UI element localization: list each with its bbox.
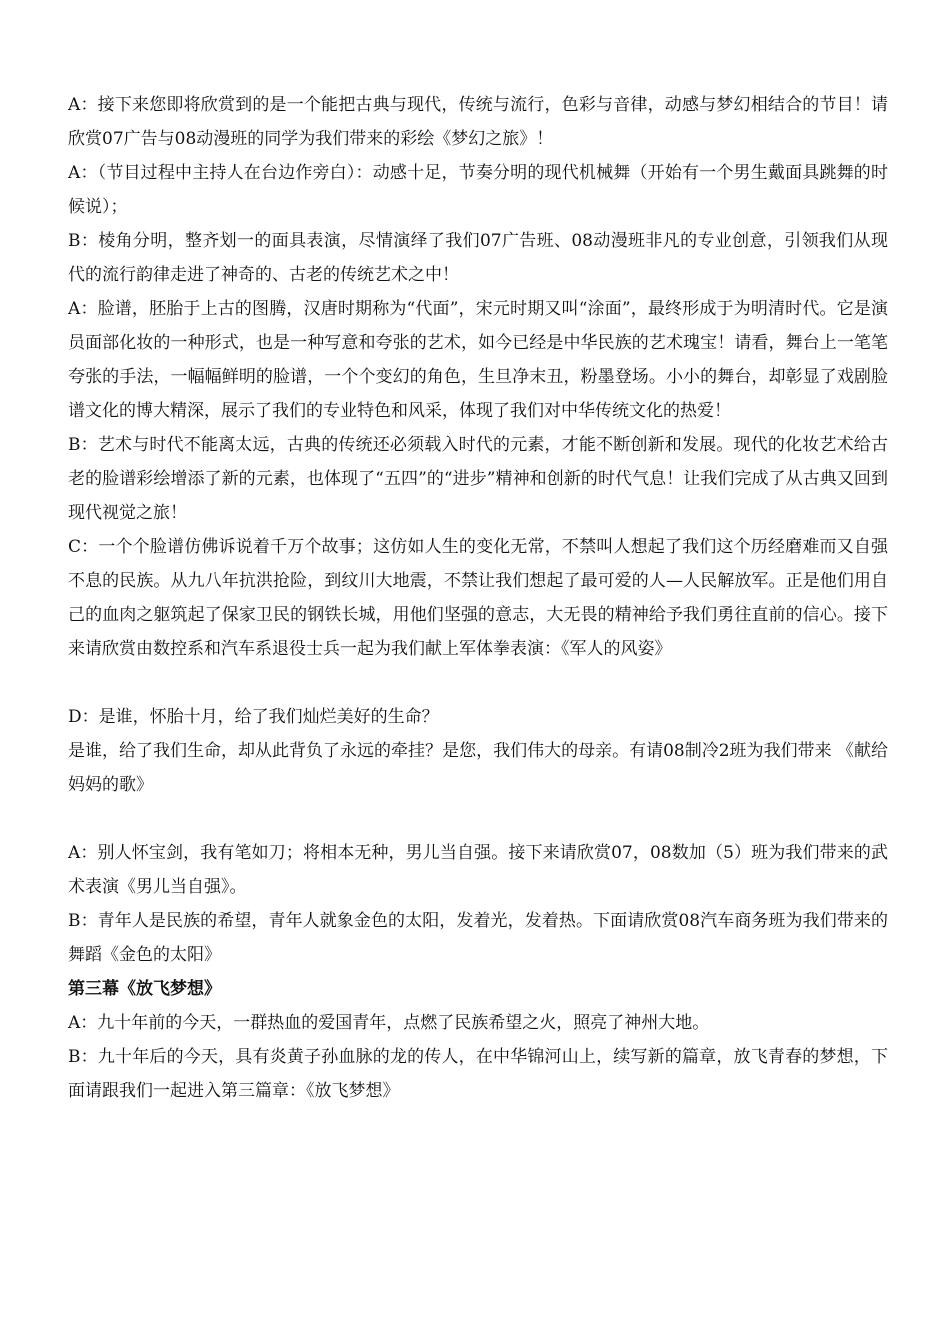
document-page — [68, 88, 888, 1108]
paragraph-facial-makeup: A：脸谱，胚胎于上古的图腾，汉唐时期称为“代面”，宋元时期又叫“涂面”，最终形成于为明清时代。它是演员面部化妆的一种形式，也是一种写意和夸张的艺术，如今已经是中华民族的艺术瑰宝！请看，舞台上一笔笔夸张的手法，一幅幅鲜明的脸谱，一个个变幻的角色，生旦净末丑，粉墨登场。小小的舞台，却彰显了戏剧脸谱文化的博大精深，展示了我们的专业特色和风采，体现了我们对中华传统文化的热爱！ — [68, 299, 888, 421]
paragraph-mother-question: D：是谁，怀胎十月，给了我们灿烂美好的生命？ — [68, 707, 439, 727]
section-heading: 第三幕《放飞梦想》 — [68, 979, 221, 999]
blank-line — [68, 666, 888, 700]
paragraph-ninety-years-ago: A：九十年前的今天，一群热血的爱国青年，点燃了民族希望之火，照亮了神州大地。 — [68, 1013, 710, 1033]
paragraph-soldier-spirit: C：一个个脸谱仿佛诉说着千万个故事；这仿如人生的变化无常，不禁叫人想起了我们这个历经磨难而又自强不息的民族。从九八年抗洪抢险，到纹川大地震，不禁让我们想起了最可爱的人—人民解放军。正是他们用自己的血肉之躯筑起了保家卫民的钢铁长城，用他们坚强的意志，大无畏的精神给予我们勇往直前的信心。接下来请欣赏由数控系和汽车系退役士兵一起为我们献上军体拳表演：《军人的风姿》 — [68, 537, 888, 659]
paragraph-golden-sun: B：青年人是民族的希望，青年人就象金色的太阳，发着光，发着热。下面请欣赏08汽车商务班为我们带来的舞蹈《金色的太阳》 — [68, 911, 888, 965]
paragraph-martial-arts: A：别人怀宝剑，我有笔如刀；将相本无种，男儿当自强。接下来请欣赏07，08数加（5）班为我们带来的武术表演《男儿当自强》。 — [68, 843, 888, 897]
paragraph-mask-performance: B：棱角分明，整齐划一的面具表演，尽情演绎了我们07广告班、08动漫班非凡的专业创意，引领我们从现代的流行韵律走进了神奇的、古老的传统艺术之中！ — [68, 231, 888, 285]
paragraph-ninety-years-later: B：九十年后的今天，具有炎黄子孙血脉的龙的传人，在中华锦河山上，续写新的篇章，放飞青春的梦想，下面请跟我们一起进入第三篇章：《放飞梦想》 — [68, 1047, 888, 1101]
paragraph-mother-song: 是谁，给了我们生命，却从此背负了永远的牵挂？是您，我们伟大的母亲。有请08制冷2班为我们带来 《献给妈妈的歌》 — [68, 741, 888, 795]
paragraph-intro-dream-journey: A：接下来您即将欣赏到的是一个能把古典与现代，传统与流行，色彩与音律，动感与梦幻相结合的节目！请欣赏07广告与08动漫班的同学为我们带来的彩绘《梦幻之旅》！ — [68, 95, 888, 149]
paragraph-narration-mechanical-dance: A：（节目过程中主持人在台边作旁白）：动感十足，节奏分明的现代机械舞（开始有一个男生戴面具跳舞的时候说）； — [68, 163, 888, 217]
blank-line — [68, 802, 888, 836]
paragraph-art-and-era: B：艺术与时代不能离太远，古典的传统还必须载入时代的元素，才能不断创新和发展。现代的化妆艺术给古老的脸谱彩绘增添了新的元素，也体现了“五四”的“进步”精神和创新的时代气息！让我们完成了从古典又回到现代视觉之旅！ — [68, 435, 888, 523]
